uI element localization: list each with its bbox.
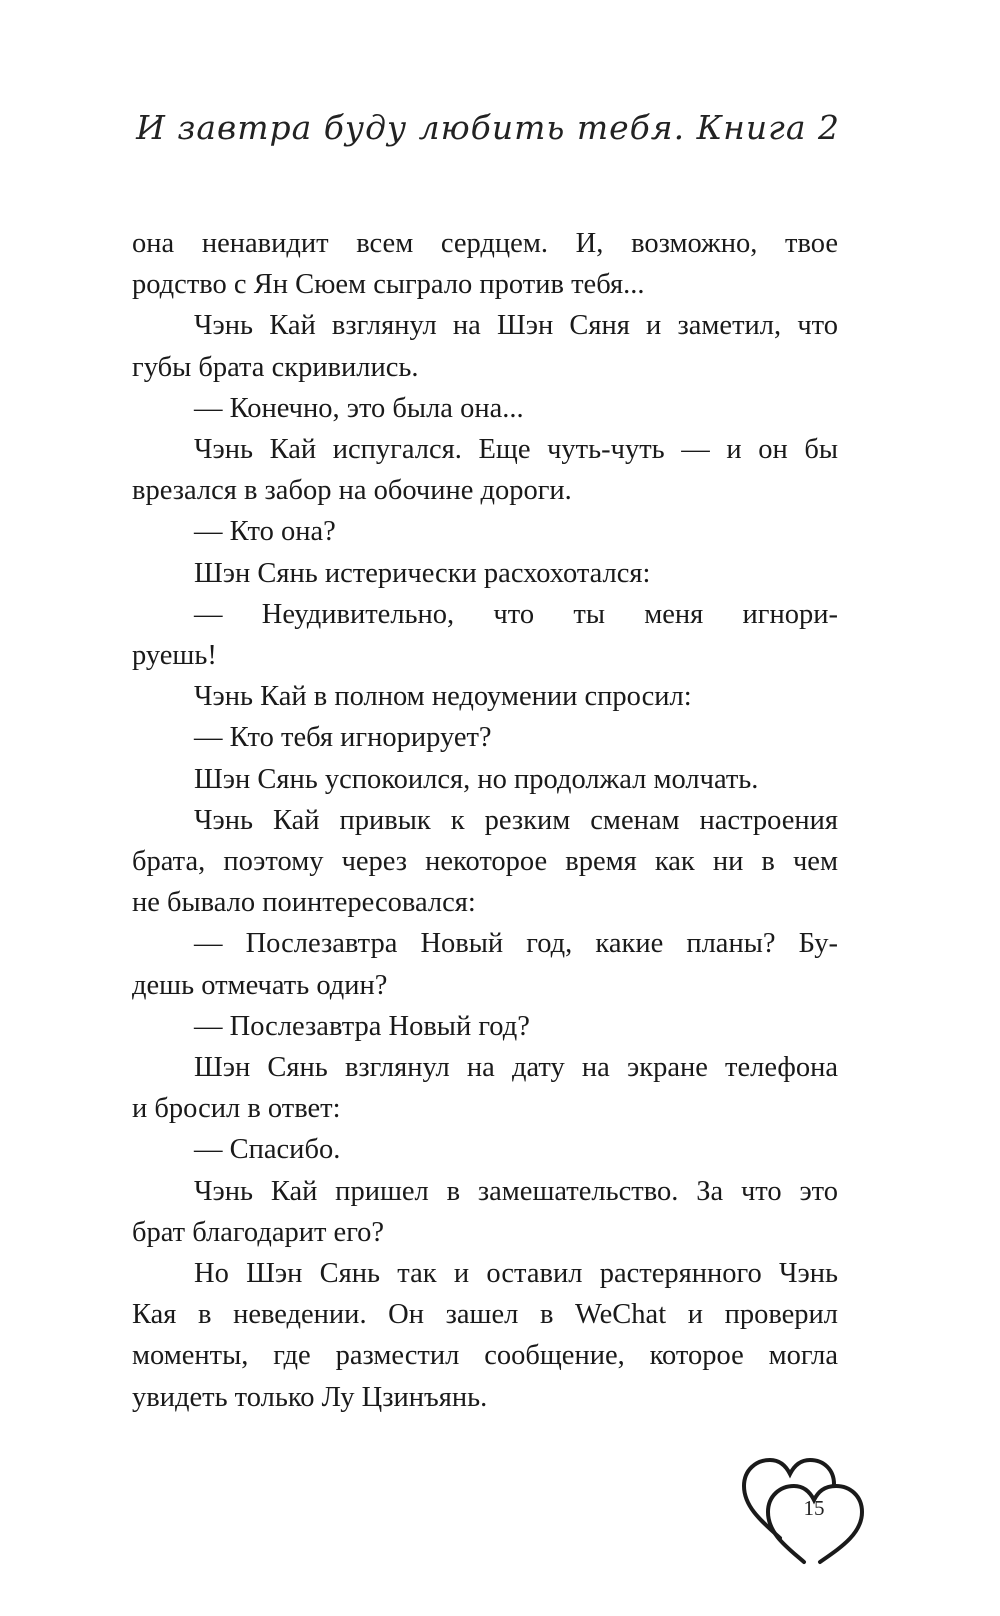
text-line: Чэнь Кай пришел в замешательство. За что это [194, 1175, 838, 1207]
text-line: — Послезавтра Новый год, какие планы? Бу- [194, 928, 838, 960]
text-line: губы брата скривились. [132, 351, 419, 383]
running-header: И завтра буду любить тебя. Книга 2 [136, 108, 840, 147]
text-line: — Кто тебя игнорирует? [194, 722, 492, 754]
text-line: — Спасибо. [194, 1134, 341, 1166]
text-line: не бывало поинтересовался: [132, 887, 476, 919]
page-number: 15 [803, 1496, 825, 1520]
text-line: — Послезавтра Новый год? [194, 1010, 530, 1042]
text-line: Чэнь Кай взглянул на Шэн Сяня и заметил, что [194, 310, 838, 342]
text-line: Чэнь Кай испугался. Еще чуть-чуть — и он бы [194, 434, 838, 466]
text-line: моменты, где разместил сообщение, которое могла [132, 1340, 838, 1372]
text-line: Но Шэн Сянь так и оставил растерянного Чэнь [194, 1258, 838, 1290]
text-line: брат благодарит его? [132, 1216, 385, 1248]
text-line: дешь отмечать один? [132, 969, 388, 1001]
text-line: — Конечно, это была она... [194, 392, 524, 424]
text-line: брата, поэтому через некоторое время как ни в чем [132, 846, 838, 878]
text-line: врезался в забор на обочине дороги. [132, 475, 572, 507]
text-line: руешь! [132, 640, 217, 672]
text-line: — Кто она? [194, 516, 336, 548]
text-line: — Неудивительно, что ты меня игнори- [194, 598, 838, 630]
text-line: Кая в неведении. Он зашел в WeChat и проверил [132, 1299, 838, 1331]
text-line: родство с Ян Сюем сыграло против тебя... [132, 269, 645, 301]
body-text [132, 223, 838, 1418]
text-line: и бросил в ответ: [132, 1093, 341, 1125]
text-line: Шэн Сянь успокоился, но продолжал молчать. [194, 763, 759, 795]
text-line: Шэн Сянь истерически расхохотался: [194, 557, 651, 589]
text-line: Чэнь Кай привык к резким сменам настроения [194, 804, 838, 836]
text-line: Шэн Сянь взглянул на дату на экране телефона [194, 1052, 838, 1084]
text-line: она ненавидит всем сердцем. И, возможно, твое [132, 228, 838, 259]
text-line: увидеть только Лу Цзинъянь. [132, 1381, 488, 1413]
text-line: Чэнь Кай в полном недоумении спросил: [194, 681, 692, 713]
